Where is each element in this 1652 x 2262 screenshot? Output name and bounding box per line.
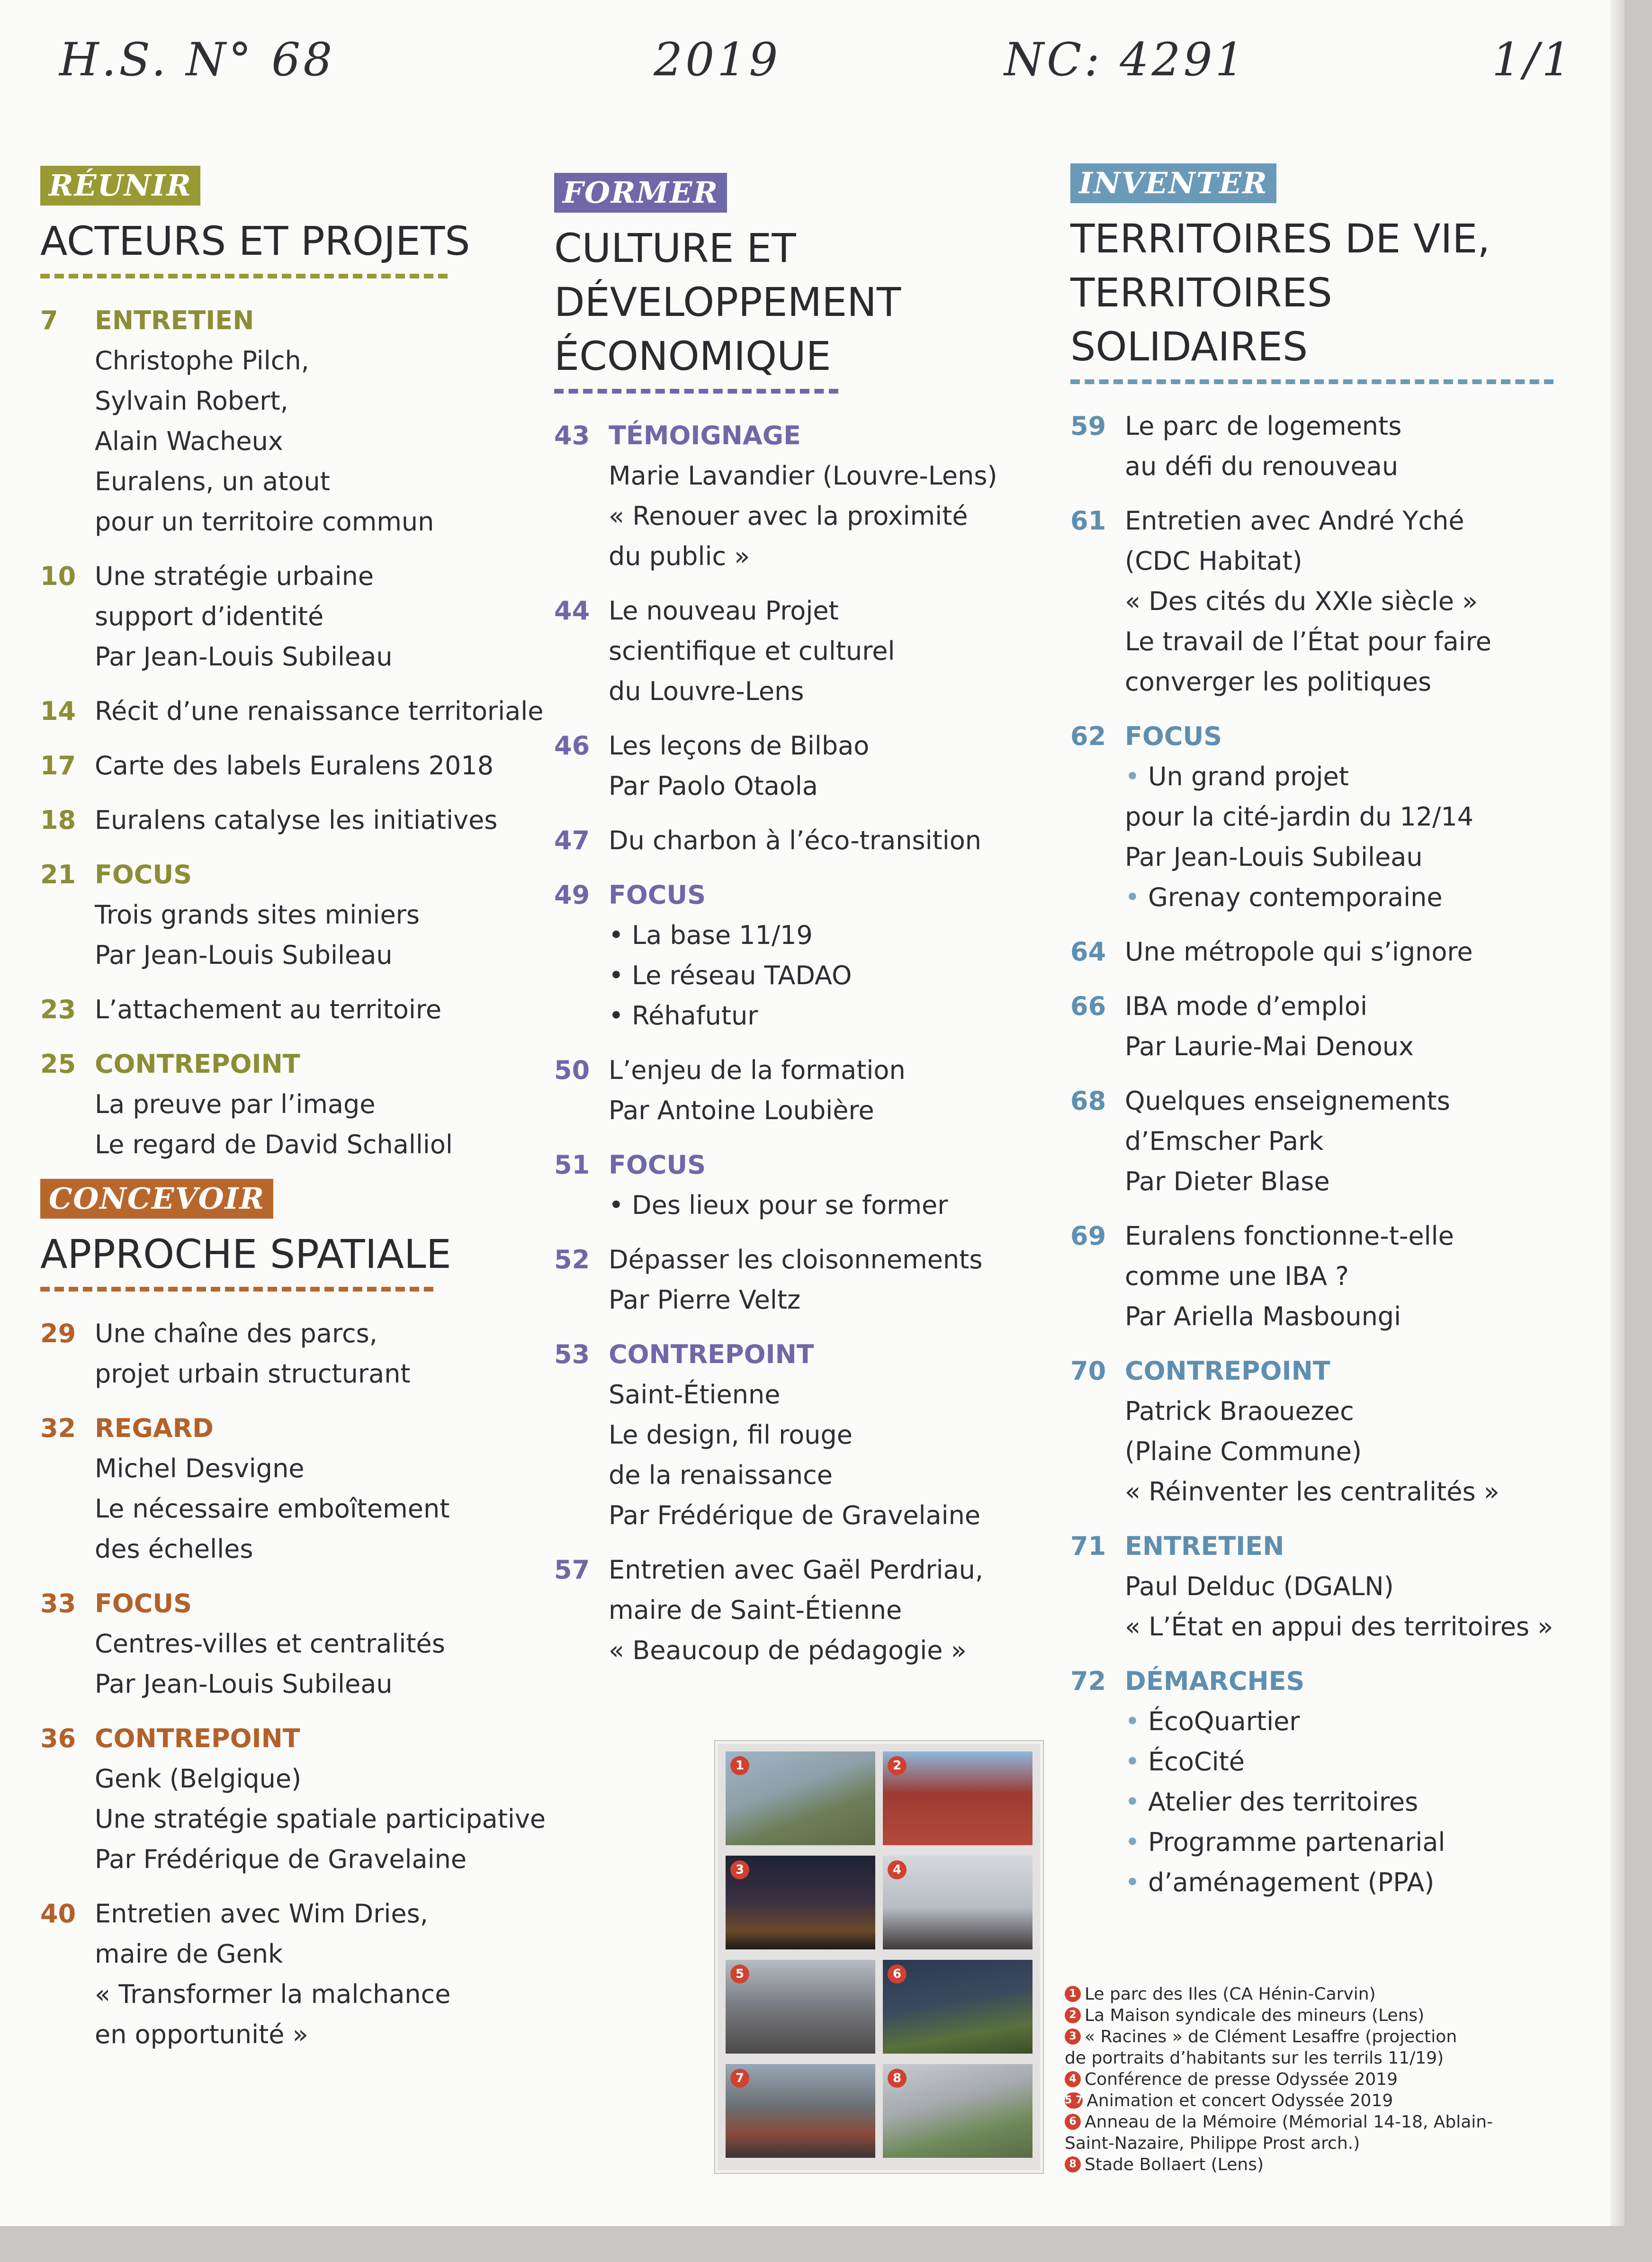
entry-lines bbox=[1125, 1661, 1582, 1903]
caption-line bbox=[1065, 2047, 1538, 2069]
section-title-reunir bbox=[40, 214, 542, 268]
toc-entry bbox=[1070, 1661, 1582, 1903]
toc-entry bbox=[1070, 716, 1582, 917]
section-divider bbox=[40, 274, 448, 278]
caption-text: « Racines » de Clément Lesaffre (projection bbox=[1085, 2027, 1457, 2047]
caption-text: Anneau de la Mémoire (Mémorial 14-18, Ablain- bbox=[1085, 2112, 1493, 2132]
toc-entry bbox=[40, 854, 542, 975]
handwritten-code: NC: 4291 bbox=[1004, 33, 1247, 86]
entry-lines bbox=[1125, 716, 1582, 917]
caption-badge: 3 bbox=[1065, 2029, 1081, 2045]
entry-text: Par Jean-Louis Subileau bbox=[1125, 842, 1423, 872]
entry-text: • La base 11/19 bbox=[609, 915, 1047, 955]
entry-text: Euralens fonctionne-t-elle bbox=[1125, 1221, 1454, 1251]
photo-3 bbox=[726, 1856, 875, 1949]
toc-entry bbox=[1070, 1216, 1582, 1337]
entry-text: converger les politiques bbox=[1125, 667, 1432, 697]
handwritten-page: 1/1 bbox=[1492, 33, 1574, 86]
entry-lines bbox=[95, 745, 542, 786]
entry-text: • ÉcoQuartier bbox=[1125, 1701, 1582, 1741]
entry-lines bbox=[1125, 1526, 1582, 1647]
entry-text: TÉMOIGNAGE bbox=[609, 421, 801, 450]
toc-entry bbox=[554, 1550, 1047, 1670]
entry-text: Le regard de David Schalliol bbox=[95, 1130, 453, 1159]
entry-lines bbox=[95, 556, 542, 677]
entry-text: • Programme partenarial bbox=[1125, 1822, 1582, 1862]
page-number: 21 bbox=[40, 860, 76, 889]
entry-text: maire de Saint-Étienne bbox=[609, 1595, 902, 1625]
entry-text: • Un grand projet bbox=[1125, 756, 1582, 797]
entry-lines bbox=[95, 300, 542, 542]
photo-7 bbox=[726, 2064, 875, 2158]
entry-text: Par Paolo Otaola bbox=[609, 771, 818, 801]
entry-text: Par Pierre Veltz bbox=[609, 1285, 801, 1315]
toc-entry bbox=[554, 415, 1047, 576]
entry-text: Le design, fil rouge bbox=[609, 1420, 853, 1450]
caption-badge: 2 bbox=[1065, 2007, 1081, 2023]
entry-text: pour la cité-jardin du 12/14 bbox=[1125, 802, 1474, 832]
entry-text: Le nouveau Projet bbox=[609, 596, 839, 626]
caption-badge: 8 bbox=[1065, 2156, 1081, 2172]
entry-text: Une chaîne des parcs, bbox=[95, 1319, 377, 1348]
photo-number-badge: 8 bbox=[888, 2069, 907, 2088]
entry-text: Par Frédérique de Gravelaine bbox=[609, 1500, 981, 1530]
section-title-former bbox=[554, 221, 1047, 383]
entry-text: La preuve par l’image bbox=[95, 1089, 376, 1119]
page-number: 17 bbox=[40, 751, 76, 781]
section-divider bbox=[1070, 379, 1553, 384]
entry-lines bbox=[609, 415, 1047, 576]
entry-text: (CDC Habitat) bbox=[1125, 546, 1302, 576]
toc-entry bbox=[1070, 1081, 1582, 1202]
page-number: 25 bbox=[40, 1049, 76, 1079]
entry-lines bbox=[609, 1145, 1047, 1225]
caption-badge: 4 bbox=[1065, 2071, 1081, 2087]
entry-text: CONTREPOINT bbox=[95, 1723, 300, 1753]
photo-1 bbox=[726, 1751, 875, 1845]
caption-line bbox=[1065, 1984, 1538, 2005]
entry-lines bbox=[95, 800, 542, 840]
page-number: 40 bbox=[40, 1899, 76, 1929]
toc-entry bbox=[40, 800, 542, 840]
page-number: 68 bbox=[1070, 1086, 1106, 1116]
entry-text: des échelles bbox=[95, 1534, 253, 1564]
toc-entry bbox=[1070, 1351, 1582, 1512]
entry-text: Une métropole qui s’ignore bbox=[1125, 937, 1473, 967]
photo-number-badge: 1 bbox=[730, 1756, 749, 1775]
entry-text: Quelques enseignements bbox=[1125, 1086, 1450, 1116]
column-middle bbox=[554, 173, 1047, 1685]
toc-list-former bbox=[554, 415, 1047, 1670]
page-number: 29 bbox=[40, 1319, 76, 1348]
entry-text: Par Laurie-Mai Denoux bbox=[1125, 1032, 1414, 1061]
entry-text: • Le réseau TADAO bbox=[609, 955, 1047, 996]
toc-entry bbox=[40, 1408, 542, 1569]
toc-entry bbox=[1070, 932, 1582, 972]
entry-text: en opportunité » bbox=[95, 2020, 308, 2049]
section-tag-inventer: INVENTER bbox=[1070, 163, 1276, 203]
toc-entry bbox=[40, 1313, 542, 1394]
entry-text: FOCUS bbox=[95, 1589, 192, 1618]
entry-text: Les leçons de Bilbao bbox=[609, 731, 870, 761]
page-number: 44 bbox=[554, 596, 590, 626]
entry-text: • Grenay contemporaine bbox=[1125, 877, 1582, 917]
toc-entry bbox=[554, 820, 1047, 861]
entry-text: du Louvre-Lens bbox=[609, 676, 804, 706]
entry-text: scientifique et culturel bbox=[609, 636, 895, 666]
photo-5 bbox=[726, 1960, 875, 2054]
toc-list-reunir bbox=[40, 300, 542, 1165]
entry-text: (Plaine Commune) bbox=[1125, 1436, 1362, 1466]
entry-text: Carte des labels Euralens 2018 bbox=[95, 751, 494, 781]
entry-text: CONTREPOINT bbox=[1125, 1356, 1330, 1386]
section-title-line: ACTEURS ET PROJETS bbox=[40, 218, 470, 264]
entry-text: Une stratégie urbaine bbox=[95, 561, 374, 591]
caption-badge: 5 7 bbox=[1065, 2092, 1083, 2109]
entry-lines bbox=[1125, 1216, 1582, 1337]
entry-text: Centres-villes et centralités bbox=[95, 1629, 445, 1659]
handwritten-year: 2019 bbox=[654, 33, 781, 86]
toc-entry bbox=[40, 691, 542, 731]
page-number: 72 bbox=[1070, 1666, 1106, 1696]
toc-entry bbox=[40, 1044, 542, 1165]
page-number: 7 bbox=[40, 305, 58, 335]
entry-text: Saint-Étienne bbox=[609, 1380, 781, 1409]
entry-text: Par Jean-Louis Subileau bbox=[95, 940, 393, 970]
toc-entry bbox=[554, 1334, 1047, 1535]
entry-text: Paul Delduc (DGALN) bbox=[1125, 1571, 1394, 1601]
entry-text: Par Jean-Louis Subileau bbox=[95, 1669, 393, 1699]
entry-lines bbox=[95, 989, 542, 1030]
entry-text: DÉMARCHES bbox=[1125, 1666, 1305, 1696]
entry-text: support d’identité bbox=[95, 601, 324, 631]
entry-text: • Atelier des territoires bbox=[1125, 1782, 1582, 1822]
section-title-inventer bbox=[1070, 212, 1582, 374]
photo-number-badge: 5 bbox=[730, 1965, 749, 1984]
entry-lines bbox=[1125, 932, 1582, 972]
entry-lines bbox=[1125, 1081, 1582, 1202]
entry-lines bbox=[1125, 986, 1582, 1067]
section-title-concevoir bbox=[40, 1227, 542, 1281]
section-title-line: TERRITOIRES DE VIE, bbox=[1070, 215, 1490, 262]
caption-text: Conférence de presse Odyssée 2019 bbox=[1085, 2070, 1398, 2089]
entry-text: Dépasser les cloisonnements bbox=[609, 1245, 983, 1275]
entry-text: Par Dieter Blase bbox=[1125, 1167, 1330, 1196]
entry-text: « Réinventer les centralités » bbox=[1125, 1477, 1499, 1507]
caption-line bbox=[1065, 2111, 1538, 2133]
caption-line bbox=[1065, 2026, 1538, 2047]
entry-lines bbox=[95, 1583, 542, 1704]
toc-list-inventer bbox=[1070, 406, 1582, 1903]
toc-entry bbox=[40, 300, 542, 542]
entry-text: Du charbon à l’éco-transition bbox=[609, 826, 982, 855]
entry-lines bbox=[95, 1408, 542, 1569]
entry-text: au défi du renouveau bbox=[1125, 451, 1399, 481]
page-number: 14 bbox=[40, 696, 76, 726]
entry-lines bbox=[1125, 406, 1582, 486]
entry-text: Entretien avec Wim Dries, bbox=[95, 1899, 428, 1929]
entry-text: Entretien avec Gaël Perdriau, bbox=[609, 1555, 984, 1585]
toc-entry bbox=[554, 726, 1047, 806]
section-tag-reunir: RÉUNIR bbox=[40, 166, 200, 206]
entry-lines bbox=[95, 854, 542, 975]
toc-entry bbox=[1070, 1526, 1582, 1647]
entry-text: Par Frédérique de Gravelaine bbox=[95, 1844, 467, 1874]
entry-text: L’enjeu de la formation bbox=[609, 1055, 906, 1085]
page-number: 62 bbox=[1070, 721, 1106, 751]
entry-text: ENTRETIEN bbox=[1125, 1531, 1284, 1561]
toc-entry bbox=[554, 875, 1047, 1036]
section-tag-concevoir: CONCEVOIR bbox=[40, 1179, 273, 1219]
entry-lines bbox=[609, 1334, 1047, 1535]
entry-text: ENTRETIEN bbox=[95, 305, 254, 335]
section-title-line: TERRITOIRES SOLIDAIRES bbox=[1070, 269, 1332, 370]
column-left bbox=[40, 166, 546, 2069]
caption-badge: 1 bbox=[1065, 1986, 1081, 2002]
section-reunir bbox=[40, 166, 542, 1165]
page-number: 69 bbox=[1070, 1221, 1106, 1251]
entry-text: maire de Genk bbox=[95, 1939, 283, 1969]
caption-text: de portraits d’habitants sur les terrils 11/19) bbox=[1065, 2048, 1444, 2068]
photo-number-badge: 2 bbox=[888, 1756, 907, 1775]
caption-badge: 6 bbox=[1065, 2114, 1081, 2130]
page-number: 61 bbox=[1070, 506, 1106, 536]
entry-text: • Réhafutur bbox=[609, 996, 1047, 1036]
entry-text: IBA mode d’emploi bbox=[1125, 991, 1367, 1021]
photo-number-badge: 6 bbox=[888, 1965, 907, 1984]
entry-text: • ÉcoCité bbox=[1125, 1741, 1582, 1782]
photo-6 bbox=[883, 1960, 1032, 2054]
section-former bbox=[554, 173, 1047, 1670]
entry-text: « Transformer la malchance bbox=[95, 1979, 451, 2009]
section-title-line: APPROCHE SPATIALE bbox=[40, 1231, 451, 1277]
page-number: 32 bbox=[40, 1413, 76, 1443]
page-number: 71 bbox=[1070, 1531, 1106, 1561]
entry-text: du public » bbox=[609, 541, 750, 571]
entry-text: • Des lieux pour se former bbox=[609, 1185, 1047, 1225]
photo-8 bbox=[883, 2064, 1032, 2158]
toc-entry bbox=[554, 1239, 1047, 1320]
entry-text: Le nécessaire emboîtement bbox=[95, 1494, 450, 1524]
handwritten-issue: H.S. N° 68 bbox=[59, 33, 335, 86]
toc-entry bbox=[40, 1894, 542, 2055]
toc-entry bbox=[554, 1145, 1047, 1225]
photo-collage bbox=[715, 1741, 1043, 2173]
entry-text: Alain Wacheux bbox=[95, 426, 283, 456]
section-tag-former: FORMER bbox=[554, 173, 727, 213]
entry-text: • d’aménagement (PPA) bbox=[1125, 1862, 1582, 1903]
caption-text: Le parc des Iles (CA Hénin-Carvin) bbox=[1085, 1984, 1376, 2004]
page-number: 64 bbox=[1070, 937, 1106, 967]
entry-lines bbox=[609, 820, 1047, 861]
entry-text: Par Jean-Louis Subileau bbox=[95, 642, 393, 672]
photo-number-badge: 4 bbox=[888, 1860, 907, 1879]
entry-lines bbox=[95, 1718, 546, 1879]
toc-entry bbox=[40, 556, 542, 677]
page-number: 49 bbox=[554, 880, 590, 910]
toc-entry bbox=[40, 1718, 546, 1879]
entry-text: Le travail de l’État pour faire bbox=[1125, 627, 1492, 656]
entry-text: pour un territoire commun bbox=[95, 507, 434, 537]
column-right bbox=[1070, 163, 1582, 1917]
entry-text: Entretien avec André Yché bbox=[1125, 506, 1464, 536]
entry-text: FOCUS bbox=[609, 1150, 706, 1180]
section-title-line: DÉVELOPPEMENT bbox=[554, 279, 901, 325]
page-number: 53 bbox=[554, 1339, 590, 1369]
entry-text: Trois grands sites miniers bbox=[95, 900, 420, 930]
entry-text: Euralens catalyse les initiatives bbox=[95, 805, 498, 835]
entry-text: Le parc de logements bbox=[1125, 411, 1402, 441]
entry-text: CONTREPOINT bbox=[95, 1049, 300, 1079]
entry-text: « L’État en appui des territoires » bbox=[1125, 1612, 1553, 1642]
entry-text: Par Antoine Loubière bbox=[609, 1095, 874, 1125]
toc-entry bbox=[554, 1050, 1047, 1131]
toc-entry bbox=[1070, 406, 1582, 486]
page-number: 10 bbox=[40, 561, 76, 591]
entry-text: FOCUS bbox=[95, 860, 192, 889]
entry-text: Une stratégie spatiale participative bbox=[95, 1804, 546, 1834]
toc-entry bbox=[40, 745, 542, 786]
page-number: 46 bbox=[554, 731, 590, 761]
caption-text: Animation et concert Odyssée 2019 bbox=[1086, 2091, 1393, 2110]
entry-lines bbox=[1125, 1351, 1582, 1512]
entry-text: CONTREPOINT bbox=[609, 1339, 814, 1369]
section-divider bbox=[40, 1287, 433, 1292]
entry-lines bbox=[95, 1894, 542, 2055]
entry-text: Marie Lavandier (Louvre-Lens) bbox=[609, 461, 997, 491]
entry-text: Euralens, un atout bbox=[95, 467, 330, 496]
page-number: 23 bbox=[40, 995, 76, 1024]
section-inventer bbox=[1070, 163, 1582, 1903]
entry-text: FOCUS bbox=[1125, 721, 1222, 751]
page-number: 33 bbox=[40, 1589, 76, 1618]
page-number: 51 bbox=[554, 1150, 590, 1180]
section-concevoir bbox=[40, 1179, 546, 2055]
page-number: 50 bbox=[554, 1055, 590, 1085]
entry-text: « Beaucoup de pédagogie » bbox=[609, 1635, 967, 1665]
entry-text: Par Ariella Masboungi bbox=[1125, 1302, 1401, 1331]
entry-text: d’Emscher Park bbox=[1125, 1126, 1324, 1156]
entry-text: Christophe Pilch, bbox=[95, 346, 309, 376]
page-number: 43 bbox=[554, 421, 590, 450]
entry-lines bbox=[1125, 501, 1582, 702]
entry-text: REGARD bbox=[95, 1413, 214, 1443]
section-divider bbox=[554, 389, 838, 394]
page-number: 66 bbox=[1070, 991, 1106, 1021]
caption-line bbox=[1065, 2069, 1538, 2090]
entry-text: FOCUS bbox=[609, 880, 706, 910]
entry-lines bbox=[609, 591, 1047, 711]
page-number: 18 bbox=[40, 805, 76, 835]
entry-text: « Renouer avec la proximité bbox=[609, 501, 968, 531]
photo-captions bbox=[1065, 1984, 1538, 2175]
photo-4 bbox=[883, 1856, 1032, 1949]
entry-text: Michel Desvigne bbox=[95, 1454, 305, 1483]
toc-entry bbox=[40, 1583, 542, 1704]
entry-lines bbox=[609, 1050, 1047, 1131]
page-number: 57 bbox=[554, 1555, 590, 1585]
entry-lines bbox=[609, 726, 1047, 806]
entry-lines bbox=[609, 875, 1047, 1036]
page-number: 59 bbox=[1070, 411, 1106, 441]
entry-text: Patrick Braouezec bbox=[1125, 1396, 1354, 1426]
entry-lines bbox=[95, 691, 543, 731]
toc-entry bbox=[554, 591, 1047, 711]
entry-text: Sylvain Robert, bbox=[95, 386, 288, 416]
entry-text: Genk (Belgique) bbox=[95, 1764, 302, 1794]
caption-line bbox=[1065, 2133, 1538, 2154]
entry-text: projet urbain structurant bbox=[95, 1359, 411, 1389]
entry-text: Récit d’une renaissance territoriale bbox=[95, 696, 544, 726]
page-number: 47 bbox=[554, 826, 590, 855]
entry-text: « Des cités du XXIe siècle » bbox=[1125, 586, 1478, 616]
toc-list-concevoir bbox=[40, 1313, 546, 2055]
caption-text: Saint-Nazaire, Philippe Prost arch.) bbox=[1065, 2134, 1360, 2153]
photo-2 bbox=[883, 1751, 1032, 1845]
toc-entry bbox=[1070, 501, 1582, 702]
toc-entry bbox=[40, 989, 542, 1030]
photo-number-badge: 7 bbox=[730, 2069, 749, 2088]
photo-number-badge: 3 bbox=[730, 1860, 749, 1879]
entry-lines bbox=[95, 1044, 542, 1165]
page-number: 70 bbox=[1070, 1356, 1106, 1386]
caption-line bbox=[1065, 2090, 1538, 2111]
section-title-line: CULTURE ET bbox=[554, 225, 796, 271]
page-number: 36 bbox=[40, 1723, 76, 1753]
section-title-line: ÉCONOMIQUE bbox=[554, 333, 831, 379]
caption-text: Stade Bollaert (Lens) bbox=[1085, 2155, 1264, 2174]
toc-entry bbox=[1070, 986, 1582, 1067]
entry-text: L’attachement au territoire bbox=[95, 995, 442, 1024]
caption-text: La Maison syndicale des mineurs (Lens) bbox=[1085, 2006, 1425, 2025]
entry-lines bbox=[609, 1550, 1047, 1670]
caption-line bbox=[1065, 2005, 1538, 2026]
page-number: 52 bbox=[554, 1245, 590, 1275]
entry-lines bbox=[609, 1239, 1047, 1320]
entry-text: de la renaissance bbox=[609, 1460, 833, 1490]
caption-line bbox=[1065, 2154, 1538, 2175]
entry-lines bbox=[95, 1313, 542, 1394]
entry-text: comme une IBA ? bbox=[1125, 1261, 1349, 1291]
